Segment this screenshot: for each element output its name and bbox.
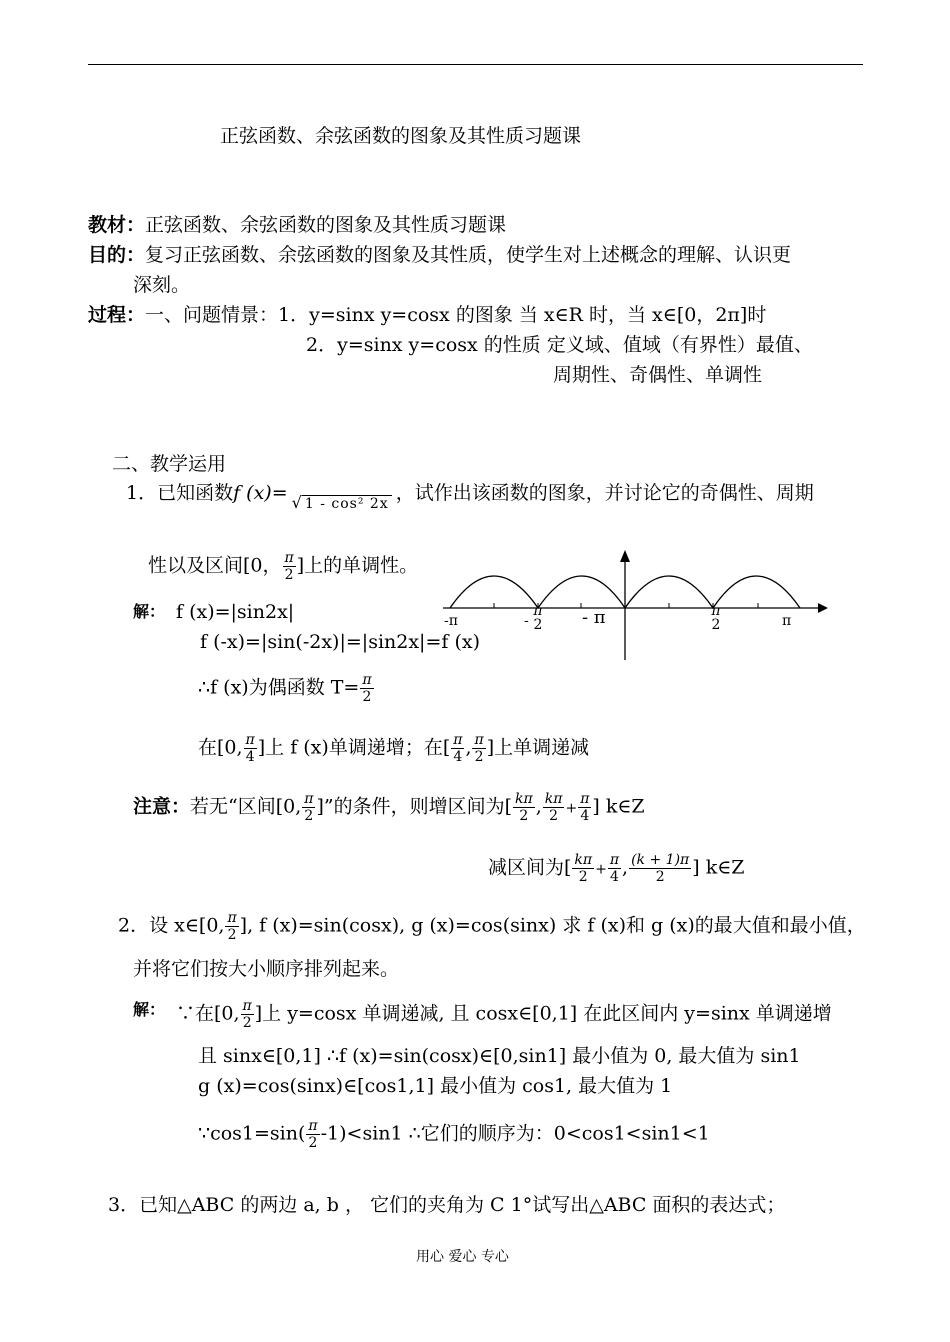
decrease-interval: 减区间为[ $\frac{k\pi}{2}$ + $\frac{\pi}{4}$ , $\frac{(k + 1)\pi}{2}$ ] k∈Z (488, 852, 745, 886)
note-b: ]”的条件，则增区间为[ (316, 795, 513, 818)
solution-step-4 (198, 732, 589, 765)
material-text: 正弦函数、余弦函数的图象及其性质习题课 (145, 214, 507, 236)
num: π (242, 998, 252, 1014)
frac-k1pi-2 (629, 852, 691, 885)
solution-2-label: 解： (133, 1000, 166, 1019)
label-pi-over-2 (710, 604, 722, 632)
q1-suffix: ，试作出该函数的图象，并讨论它的奇偶性、周期 (395, 482, 814, 504)
sqrt-expression: √ 1 - cos² 2x (292, 493, 392, 512)
den: 2 (711, 617, 721, 633)
sqrt-content: 1 - cos² 2x (302, 495, 392, 512)
num: π (711, 603, 721, 619)
num: π (304, 791, 314, 807)
question-2-line2: 并将它们按大小顺序排列起来。 (133, 958, 400, 980)
frac-pi-4 (608, 852, 621, 885)
process-item-2: 2．y=sinx y=cosx 的性质 定义域、值域（有界性）最值、 (306, 334, 813, 356)
solution-2-line2: 且 sinx∈[0,1] ∴f (x)=sin(cosx)∈[0,sin1] 最小值为 0, 最大值为 sin1 (198, 1045, 801, 1067)
solution-2-line1 (176, 998, 832, 1031)
num: π (609, 852, 620, 868)
num: kπ (544, 791, 563, 807)
num: π (227, 910, 237, 926)
solution-step-1: f (x)=|sin2x| (176, 601, 295, 623)
label-pi: π (782, 613, 792, 629)
num: (k + 1)π (631, 852, 690, 868)
den: 2 (360, 688, 373, 705)
frac-pi-2 (241, 998, 254, 1031)
dec-b: ] k∈Z (692, 856, 745, 879)
num: π (308, 1118, 318, 1134)
den: 4 (244, 748, 257, 765)
num: π (580, 791, 590, 807)
q2-b: ], f (x)=sin(cosx), g (x)=cos(sinx) 求 f (x)和 g (x)的最大值和最小值， (239, 914, 866, 937)
s4-a: 在[0, (198, 736, 243, 759)
q1-prefix: 1．已知函数 (126, 482, 234, 504)
y-axis-arrow (620, 550, 630, 562)
num: π (533, 603, 543, 619)
footer: 用心 爱心 专心 (416, 1249, 509, 1265)
note-a: 若无“区间[0, (190, 795, 302, 818)
den: 2 (241, 1014, 254, 1031)
sol2-l4-a: ∵cos1=sin( (198, 1122, 306, 1145)
den: 2 (472, 748, 485, 765)
sol2-a: ∵在[0, (176, 1002, 240, 1025)
material-line (88, 216, 506, 235)
plus: + (595, 861, 607, 878)
frac-pi-2 (306, 1118, 319, 1151)
goal-text-cont: 深刻。 (133, 274, 191, 296)
den: 2 (533, 617, 543, 633)
process-item-3: 周期性、奇偶性、单调性 (553, 364, 763, 386)
frac-pi-2 (360, 672, 373, 705)
num: π (245, 732, 255, 748)
top-rule (88, 64, 863, 65)
s4-b: ]上 f (x)单调递增；在[ (257, 736, 451, 759)
label-neg: - (524, 613, 529, 629)
note-line: 注意：若无“区间[0, $\frac{\pi}{2}$ ]”的条件，则增区间为[ $\frac{k\pi}{2}$ , $\frac{k\pi}{2}$ + $\frac{\pi}{4}$ ] k∈Z (133, 791, 645, 825)
s3-text: ∴f (x)为偶函数 T= (198, 676, 360, 699)
goal-line (88, 246, 791, 265)
solution-label: 解： (133, 602, 166, 621)
page-title: 正弦函数、余弦函数的图象及其性质习题课 (220, 125, 582, 147)
frac-pi-2 (472, 732, 485, 765)
material-label: 教材： (88, 214, 146, 236)
process-label: 过程： (88, 304, 146, 326)
num: π (362, 672, 372, 688)
abs-sin2x-graph (438, 548, 828, 668)
frac-pi-4 (451, 732, 464, 765)
num: π (453, 732, 463, 748)
question-3: 3．已知△ABC 的两边 a, b ， 它们的夹角为 C 1°试写出△ABC 面积的表达式； (108, 1194, 786, 1216)
q1-fx: f (x)= (233, 482, 288, 504)
den: 2 (283, 566, 296, 583)
solution-2-line3: g (x)=cos(sinx)∈[cos1,1] 最小值为 cos1, 最大值为 1 (198, 1075, 673, 1097)
den: 4 (451, 748, 464, 765)
den: 2 (302, 807, 315, 824)
q1-line2-b: ]上的单调性。 (296, 554, 419, 577)
x-axis-arrow (818, 603, 828, 613)
process-item-1: 一、问题情景：1．y=sinx y=cosx 的图象 当 x∈R 时，当 x∈[0，2π]时 (145, 304, 767, 326)
q2-a: 2．设 x∈[0, (118, 914, 225, 937)
solution-step-3 (198, 672, 375, 705)
frac-kpi-2 (513, 791, 535, 824)
den: 2 (543, 807, 565, 824)
dec-a: 减区间为[ (488, 856, 572, 879)
num: kπ (574, 852, 593, 868)
frac-pi-4 (244, 732, 257, 765)
den: 2 (306, 1134, 319, 1151)
question-2 (118, 910, 866, 943)
section-heading: 二、教学运用 (112, 453, 227, 475)
frac-pi-4 (578, 791, 591, 824)
sol2-l4-b: -1)<sin1 ∴它们的顺序为：0<cos1<sin1<1 (320, 1122, 710, 1145)
den: 2 (225, 926, 238, 943)
s4-d: ]上单调递减 (486, 736, 590, 759)
goal-label: 目的： (88, 244, 146, 266)
num: kπ (515, 791, 533, 807)
s4-c: , (465, 736, 472, 759)
label-neg-pi: -π (444, 613, 458, 629)
num: π (474, 732, 484, 748)
den: 4 (608, 868, 621, 885)
goal-text: 复习正弦函数、余弦函数的图象及其性质，使学生对上述概念的理解、认识更 (145, 244, 792, 266)
frac-kpi-2 (543, 791, 565, 824)
den: 4 (578, 807, 591, 824)
label-neg-pi-big: - π (582, 607, 606, 628)
label-neg-pi-over-2 (532, 604, 544, 632)
note-label: 注意： (133, 795, 191, 818)
q1-line2-a: 性以及区间[0， (148, 554, 282, 577)
plus: + (565, 800, 578, 817)
den: 2 (513, 807, 535, 824)
sol2-b: ]上 y=cosx 单调递减, 且 cosx∈[0,1] 在此区间内 y=sinx 单调递增 (254, 1002, 832, 1025)
frac-kpi-2 (572, 852, 594, 885)
frac-pi-2 (225, 910, 238, 943)
question-1-line2 (148, 550, 418, 583)
frac-pi-2 (283, 550, 296, 583)
den: 2 (572, 868, 594, 885)
solution-step-2: f (-x)=|sin(-2x)|=|sin2x|=f (x) (200, 631, 480, 653)
den: 2 (629, 868, 691, 885)
question-1 (126, 482, 814, 512)
num: π (284, 550, 294, 566)
note-c: ] k∈Z (592, 795, 645, 818)
solution-2-line4 (198, 1118, 710, 1151)
process-line (88, 306, 766, 325)
frac-pi-2 (302, 791, 315, 824)
